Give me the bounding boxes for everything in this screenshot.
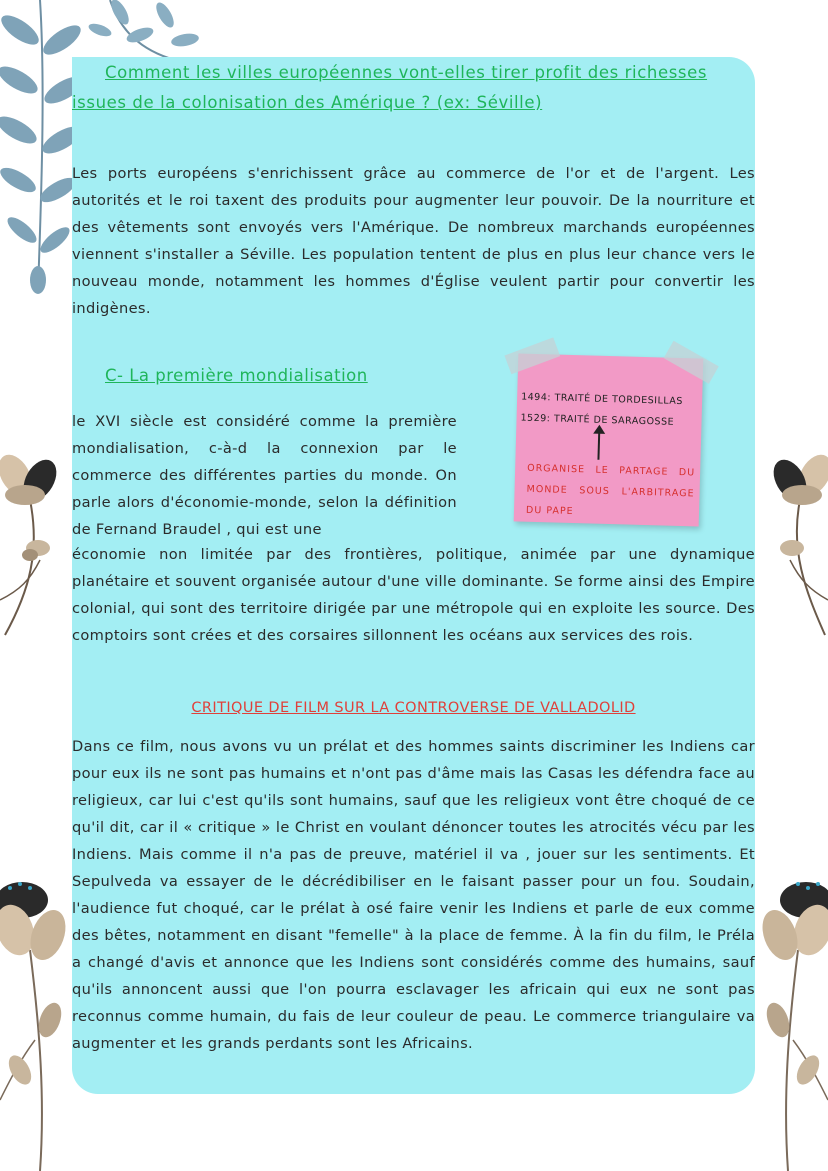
- section-heading-mondialisation: C- La première mondialisation: [105, 366, 368, 385]
- flower-decoration-right: [760, 440, 828, 640]
- sticky-note-treaty-1494: 1494: TRAITÉ DE TORDESILLAS: [521, 391, 684, 408]
- flower-decoration-left: [0, 440, 70, 640]
- critique-paragraph: Dans ce film, nous avons vu un prélat et des hommes saints discriminer les Indiens car pour eux ils ne sont pas humains et n'ont pas d'âme mais las Casas les défendra face au religieux, car lui c'est qu'ils sont humains, sauf que les religieux vont être choqué de ce qu'il dit, car il « critique » le Christ en voulant dénoncer toutes les atrocités vécu par les Indiens. Mais comme il n'a pas de preuve, matériel il va , jouer sur les sentiments. Et Sepulveda va essayer de le décrédibiliser en le faisant passer pour un fou. Soudain, l'audience fut choqué, car le prélat à osé faire venir les Indiens et parle de eux comme des bêtes, notamment en disant "femelle" à la place de femme. À la fin du film, le Préla a changé d'avis et annonce que les Indiens sont considérés comme des humains, sauf qu'ils annoncent aussi que l'on pourra esclavager les africain qui eux ne sont pas reconnus comme humain, du fais de leur couleur de peau. Le commerce triangulaire va augmenter et les grands perdants sont les Africains.: [72, 738, 755, 1052]
- title-line-2: issues de la colonisation des Amérique ? (ex: Séville): [72, 93, 543, 112]
- sticky-note-treaty-1529: 1529: TRAITÉ DE SARAGOSSE: [520, 412, 675, 428]
- critique-heading: CRITIQUE DE FILM SUR LA CONTROVERSE DE VALLADOLID: [191, 700, 636, 716]
- arrow-up-icon: [597, 428, 600, 460]
- mondialisation-paragraph-part1: le XVI siècle est considéré comme la première mondialisation, c-à-d la connexion par le commerce des différentes parties du monde. On parle alors d'économie-monde, selon la définition de Fernand Braudel , qui est une: [72, 413, 457, 538]
- sticky-note: [514, 353, 704, 526]
- flower-decoration-bottom-left: [0, 870, 80, 1171]
- title-line-1: Comment les villes européennes vont-elles tirer profit des richesses: [105, 63, 708, 82]
- flower-decoration-bottom-right: [748, 870, 828, 1171]
- sticky-note-explanation: ORGANISE LE PARTAGE DU MONDE SOUS L'ARBITRAGE DU PAPE: [525, 462, 696, 518]
- mondialisation-paragraph-part2: économie non limitée par des frontières, politique, animée par une dynamique planétaire et souvent organisée autour d'une ville dominante. Se forme ainsi des Empire colonial, qui sont des territoire dirigée par une métropole qui en exploite les source. Des comptoirs sont crées et des corsaires sillonnent les océans aux services des rois.: [72, 546, 755, 644]
- page-title: [72, 58, 755, 118]
- intro-paragraph: Les ports européens s'enrichissent grâce au commerce de l'or et de l'argent. Les autorités et le roi taxent des produits pour augmenter leur pouvoir. De la nourriture et des vêtements sont envoyés vers l'Amérique. De nombreux marchands européennes viennent s'installer a Séville. Les population tentent de plus en plus leur chance vers le nouveau monde, notamment les hommes d'Église veulent partir pour convertir les indigènes.: [72, 165, 755, 317]
